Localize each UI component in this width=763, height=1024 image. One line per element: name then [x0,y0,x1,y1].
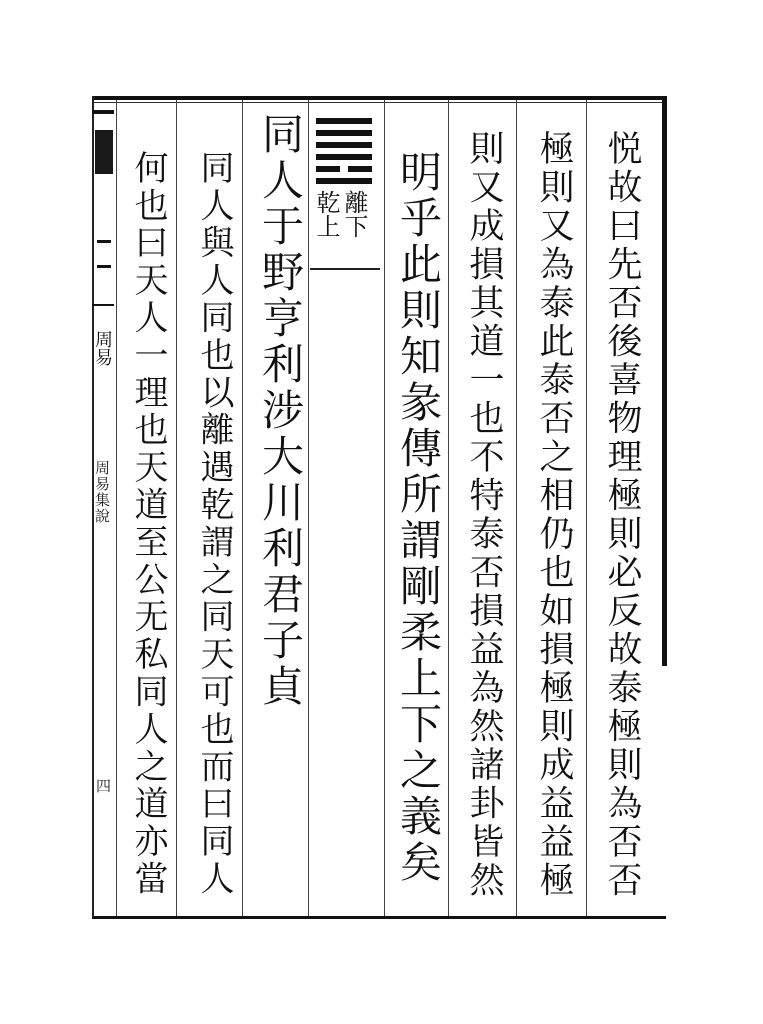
text-column-5: 同人于野亨利涉大川利君子貞 [256,112,305,710]
fold-bracket-mark [97,240,111,268]
frame-bottom-rule [92,916,666,919]
text-column-2: 極則又為泰此泰否之相仍也如損極則成益益極 [534,130,574,900]
column-divider [116,100,117,916]
hexagram-line [316,154,372,160]
column-divider [516,100,517,916]
column-divider [242,100,243,916]
hexagram-line [316,130,372,136]
frame-top-rule [92,96,666,100]
column-divider [384,100,385,916]
column-divider [448,100,449,916]
upper-trigram-label: 乾上 [312,190,340,238]
text-column-4: 明乎此則知彖傳所謂剛柔上下之義矣 [394,150,443,886]
page-number: 四 [94,778,112,793]
lower-trigram-label: 離下 [340,190,368,238]
frame-right-rule [662,96,667,666]
hexagram-line [316,178,372,184]
fold-black-block [95,130,113,174]
trigram-labels [312,190,372,260]
column-divider [586,100,587,916]
fold-label: 周易 [92,330,113,366]
text-column-3: 則又成損其道一也不特泰否損益為然諸卦皆然 [464,130,504,900]
text-column-1: 悦故曰先否後喜物理極則必反故泰極則為否否 [602,130,642,900]
book-title: 周易集說 [93,460,111,524]
column-divider [308,100,309,916]
hexagram-tongren [310,112,378,262]
hexagram-line [316,118,372,124]
hexagram-line [316,142,372,148]
text-column-7: 何也曰天人一理也天道至公无私同人之道亦當 [128,150,168,898]
hexagram-line [316,166,372,172]
hexagram-lines [316,118,372,190]
frame-top-inner-rule [92,102,666,103]
hexagram-underline [310,268,380,270]
column-divider [176,100,177,916]
text-column-6: 同人與人同也以離遇乾謂之同天可也而曰同人 [194,150,234,898]
